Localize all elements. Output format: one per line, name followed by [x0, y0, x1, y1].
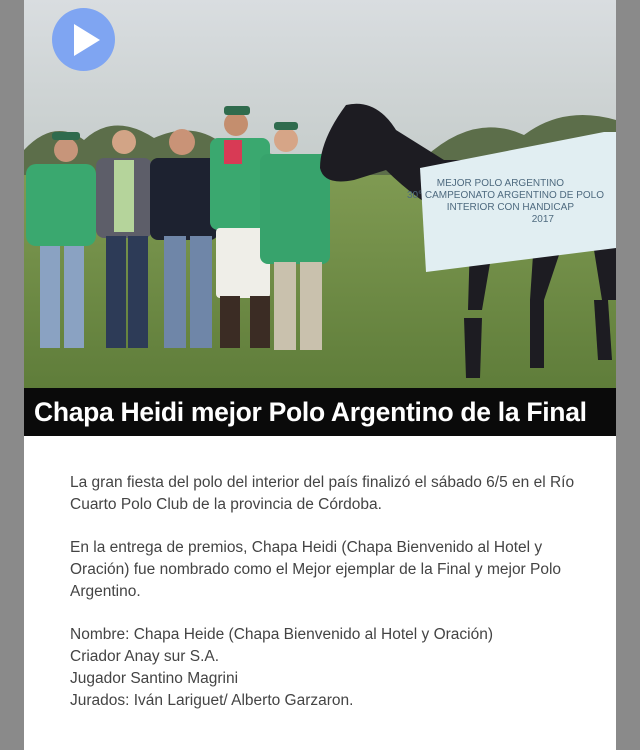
photo-illustration: [24, 0, 616, 388]
detail-breeder: Criador Anay sur S.A.: [70, 648, 220, 665]
post-photo[interactable]: [24, 0, 616, 388]
blanket-line-1: MEJOR POLO ARGENTINO: [436, 178, 564, 189]
detail-player: Jugador Santino Magrini: [70, 670, 239, 687]
blanket-line-4: 2017: [531, 214, 554, 225]
article-paragraph: En la entrega de premios, Chapa Heidi (Chapa Bienvenido al Hotel y Oración) fue nombrado como el Mejor ejemplar de la Final y mejor Polo Argentino.: [70, 539, 562, 600]
blanket-line-2: 30° CAMPEONATO ARGENTINO DE POLO: [406, 190, 604, 201]
article-details: [70, 624, 590, 712]
detail-name: Nombre: Chapa Heide (Chapa Bienvenido al Hotel y Oración): [70, 626, 494, 643]
detail-judges: Jurados: Iván Lariguet/ Alberto Garzaron.: [70, 692, 354, 709]
headline: Chapa Heidi mejor Polo Argentino de la Final: [24, 388, 616, 436]
article-body: [70, 472, 590, 733]
post-card: [24, 0, 616, 750]
article-paragraph: La gran fiesta del polo del interior del país finalizó el sábado 6/5 en el Río Cuarto Polo Club de la provincia de Córdoba.: [70, 474, 575, 513]
blanket-line-3: INTERIOR CON HANDICAP: [446, 202, 574, 213]
play-icon: [74, 24, 100, 56]
play-button[interactable]: [52, 8, 115, 71]
